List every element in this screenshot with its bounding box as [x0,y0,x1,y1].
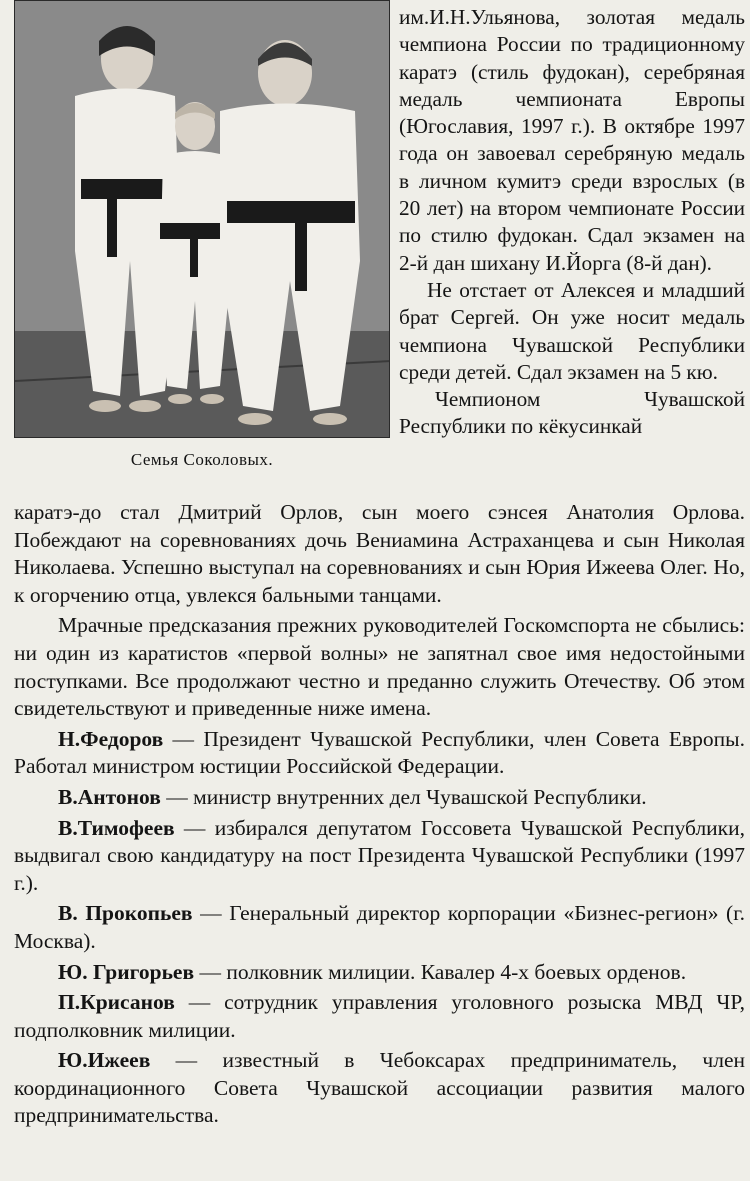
entry-izheev [14,1047,745,1130]
paragraph-champion-start: Чемпионом Чувашской Республики по кёкусинкай [399,387,745,439]
entry-name: В. Прокопьев [58,901,193,926]
entry-text: — избирался депутатом Госсовета Чувашской Республики, выдвигал свою кандидатуру на пост Президента Чувашской Республики (1997 г.). [14,815,745,895]
full-width-text [14,499,745,1133]
entry-name: Ю. Григорьев [58,959,195,984]
entry-name: П.Крисанов [58,990,175,1015]
entry-text: — полковник милиции. Кавалер 4-х боевых орденов. [194,959,687,984]
entry-grigoriev [14,959,745,987]
family-photo [14,0,390,438]
entry-name: В.Тимофеев [58,815,175,840]
paragraph-continuation: им.И.Н.Ульянова, золотая медаль чемпиона России по традиционному каратэ (стиль фудокан), серебряная медаль чемпионата Европы (Югославия, 1997 г.). В октябре 1997 года он завоевал серебряную медаль в личном кумитэ среди взрослых (в 20 лет) на втором чемпионате России по стилю фудокан. Сдал экзамен на 2-й дан шихану И.Йорга (8-й дан). [399,5,745,275]
entry-text: — министр внутренних дел Чувашской Республики. [160,784,647,809]
entry-text: — сотрудник управления уголовного розыска МВД ЧР, подполковник милиции. [14,990,745,1042]
entry-antonov [14,784,745,812]
paragraph-predictions: Мрачные предсказания прежних руководителей Госкомспорта не сбылись: ни один из каратистов «первой волны» не запятнал свое имя недостойными поступками. Все продолжают честно и преданно служить Отечеству. Об этом свидетельствуют и приведенные ниже имена. [14,613,745,721]
paragraph-champion-rest: каратэ-до стал Дмитрий Орлов, сын моего сэнсея Анатолия Орлова. Побеждают на соревнованиях дочь Вениамина Астраханцева и сын Николая Николаева. Успешно выступал на соревнованиях и сын Юрия Ижеева Олег. Но, к огорчению отца, увлекся бальными танцами. [14,500,745,607]
entry-timofeev [14,815,745,898]
family-photo-drawing [15,1,390,438]
entry-text: — Генеральный директор корпорации «Бизнес-регион» (г. Москва). [14,901,745,953]
entry-prokopiev [14,900,745,955]
entry-text: — известный в Чебоксарах предприниматель, член координационного Совета Чувашской ассоциации развития малого предпринимательства. [14,1048,745,1128]
entry-text: — Президент Чувашской Республики, член Совета Европы. Работал министром юстиции Российской Федерации. [14,726,745,779]
entry-fedorov [14,726,745,781]
paragraph-sergey: Не отстает от Алексея и младший брат Сергей. Он уже носит медаль чемпиона Чувашской Республики среди детей. Сдал экзамен на 5 кю. [399,277,745,384]
right-column [399,4,745,441]
photo-caption: Семья Соколовых. [130,450,274,469]
entry-name: Н.Федоров [58,726,164,751]
entry-name: В.Антонов [58,784,161,809]
entry-name: Ю.Ижеев [58,1048,151,1073]
entry-krisanov [14,989,745,1044]
